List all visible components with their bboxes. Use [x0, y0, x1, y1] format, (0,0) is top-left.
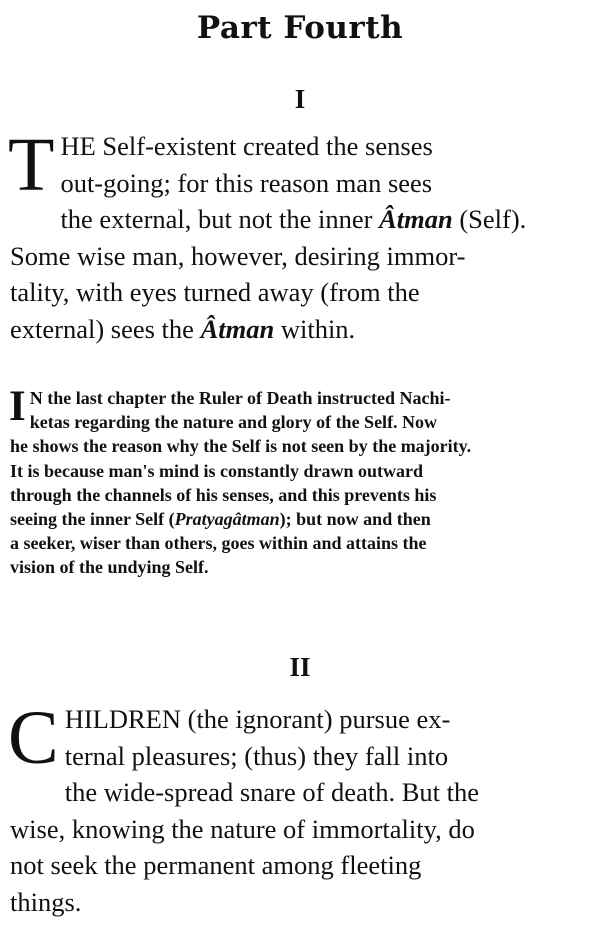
- verse-1-line-3: [10, 201, 590, 238]
- verse-1-line-3-text: the external, but not the inner: [60, 204, 380, 235]
- verse-1-line-1: HE Self-existent created the senses: [60, 131, 433, 161]
- part-title: Part Fourth: [196, 10, 404, 46]
- term-pratyagatman: Pratyagâtman: [174, 509, 280, 530]
- verse-1-line-5: tality, with eyes turned away (from the: [10, 277, 420, 308]
- section-numeral-2: II: [289, 652, 311, 682]
- dropcap-i: I: [9, 383, 26, 430]
- verse-2-line-5: not seek the permanent among fleeting: [10, 850, 422, 881]
- verse-1-line-4: Some wise man, however, desiring immor-: [10, 240, 466, 271]
- section-numeral-1: I: [294, 84, 306, 114]
- verse-2-line-4: wise, knowing the nature of immortality, do: [10, 813, 475, 844]
- commentary-line-1: N the last chapter the Ruler of Death instructed Nachi-: [29, 388, 451, 408]
- verse-2-line-6: things.: [10, 886, 82, 917]
- commentary: [9, 383, 590, 580]
- verse-1-line-6-end: within.: [274, 313, 356, 344]
- commentary-line-8: vision of the undying Self.: [10, 557, 209, 578]
- verse-1-line-2: out-going; for this reason man sees: [60, 167, 433, 198]
- commentary-line-3: he shows the reason why the Self is not seen by the majority.: [10, 436, 472, 457]
- dropcap-c: C: [8, 696, 59, 780]
- verse-2-line-1: HILDREN (the ignorant) pursue ex-: [64, 704, 451, 734]
- commentary-line-6-end: ); but now and then: [279, 509, 431, 530]
- term-atman-2: Âtman: [200, 313, 275, 344]
- commentary-line-7: a seeker, wiser than others, goes within and attains the: [10, 533, 427, 554]
- verse-1: [8, 123, 590, 348]
- verse-1-line-6: [10, 311, 590, 348]
- verse-2-line-3: the wide-spread snare of death. But the: [64, 777, 479, 808]
- verse-2: [8, 696, 590, 921]
- commentary-line-5: through the channels of his senses, and this prevents his: [10, 484, 437, 505]
- commentary-line-6: [10, 507, 590, 531]
- term-atman: Âtman: [379, 204, 453, 235]
- commentary-line-4: It is because man's mind is constantly drawn outward: [10, 460, 424, 481]
- commentary-line-6-text: seeing the inner Self (: [10, 509, 175, 530]
- dropcap-t: T: [8, 123, 55, 207]
- verse-1-line-6-text: external) sees the: [10, 313, 201, 344]
- verse-1-line-3-end: (Self).: [452, 204, 527, 235]
- verse-2-line-2: ternal pleasures; (thus) they fall into: [64, 740, 449, 771]
- commentary-line-2: ketas regarding the nature and glory of the Self. Now: [29, 412, 438, 433]
